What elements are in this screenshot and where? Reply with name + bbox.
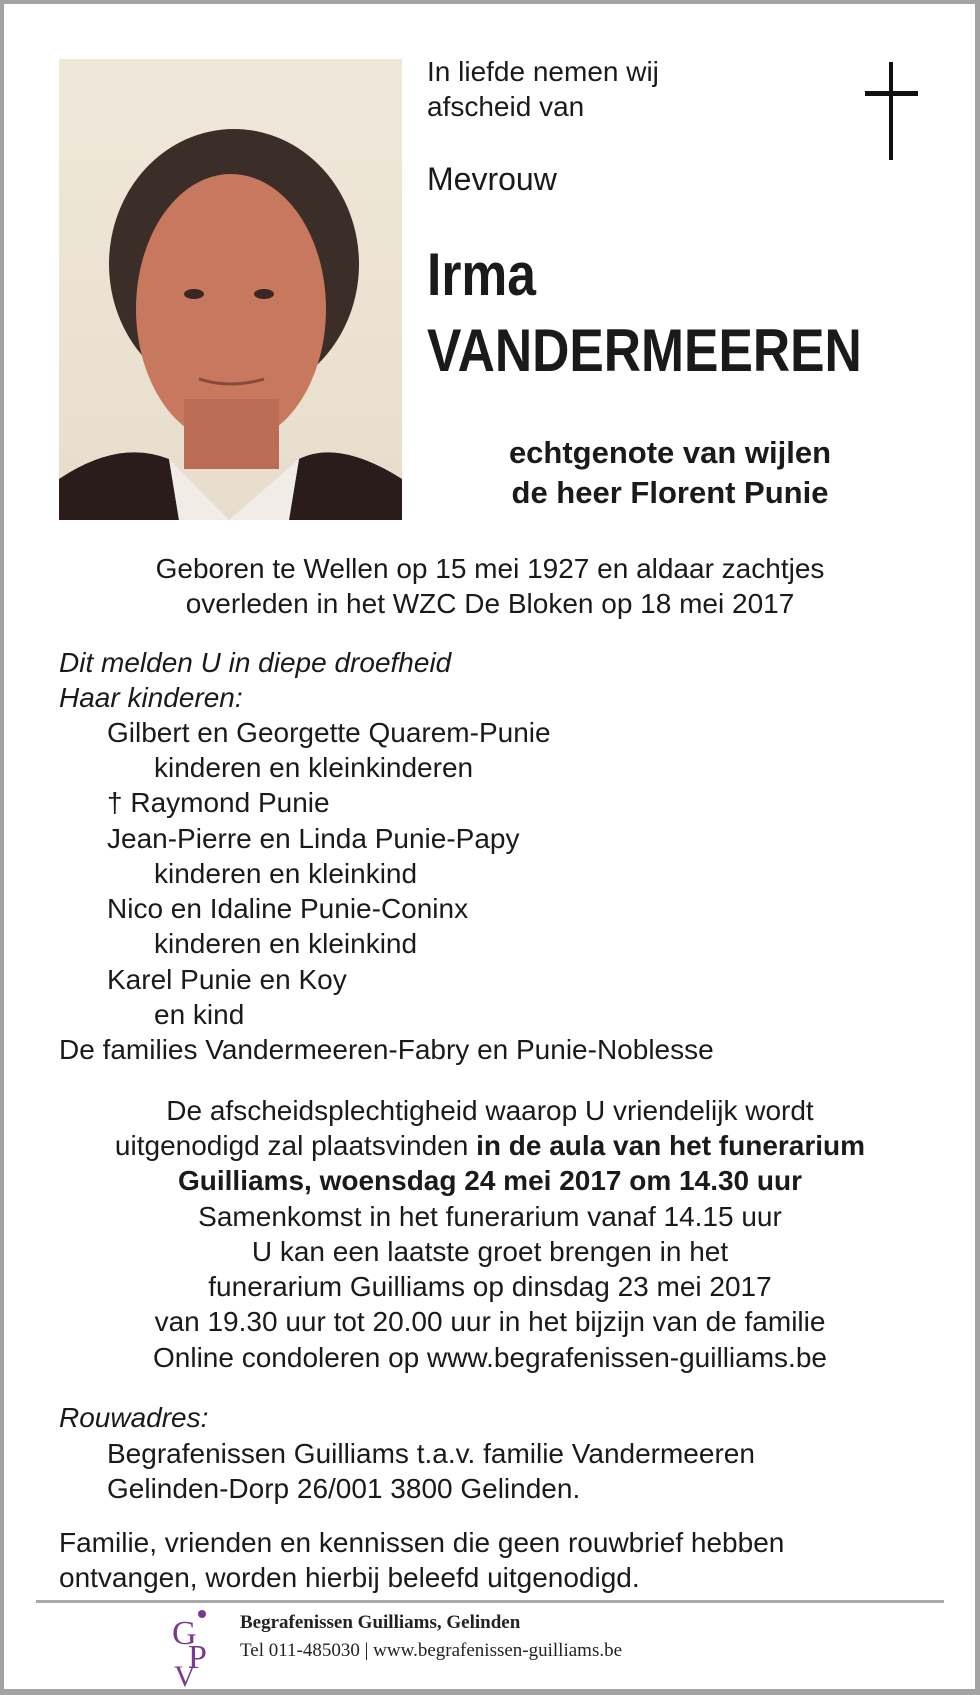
spouse-line-2: de heer Florent Punie xyxy=(511,475,829,510)
family-item: De families Vandermeeren-Fabry en Punie-Noblesse xyxy=(59,1034,714,1065)
birth-line: Geboren te Wellen op 15 mei 1927 en aldaar zachtjes xyxy=(155,553,825,584)
intro-line-2: afscheid van xyxy=(427,91,585,122)
ceremony-datetime: Guilliams, woensdag 24 mei 2017 om 14.30 uur xyxy=(177,1165,803,1196)
ceremony-line: U kan een laatste groet brengen in het xyxy=(251,1236,729,1267)
ceremony-line: Samenkomst in het funerarium vanaf 14.15 uur xyxy=(198,1201,782,1232)
condolence-line: Online condoleren op www.begrafenissen-guilliams.be xyxy=(153,1342,827,1373)
footer-divider xyxy=(36,1600,944,1603)
ceremony-line xyxy=(0,1128,980,1163)
family-item: en kind xyxy=(154,999,245,1030)
family-item: kinderen en kleinkinderen xyxy=(154,752,474,783)
svg-text:V: V xyxy=(174,1660,196,1688)
address-line: Begrafenissen Guilliams t.a.v. familie Vandermeeren xyxy=(107,1438,755,1469)
gvp-logo-icon xyxy=(170,1608,214,1688)
cross-icon xyxy=(862,62,922,160)
address-label: Rouwadres: xyxy=(59,1402,209,1433)
ceremony-line: van 19.30 uur tot 20.00 uur in het bijzijn van de familie xyxy=(154,1306,826,1337)
ceremony-line: De afscheidsplechtigheid waarop U vriendelijk wordt xyxy=(166,1095,814,1126)
intro-line-1: In liefde nemen wij xyxy=(427,56,659,87)
family-item: Jean-Pierre en Linda Punie-Papy xyxy=(107,823,520,854)
footer-company: Begrafenissen Guilliams, Gelinden xyxy=(240,1612,521,1633)
ceremony-text: uitgenodigd zal plaatsvinden xyxy=(114,1130,477,1161)
children-label: Haar kinderen: xyxy=(59,682,243,713)
ceremony-location: in de aula van het funerarium xyxy=(476,1130,866,1161)
family-item: kinderen en kleinkind xyxy=(154,928,418,959)
family-item: kinderen en kleinkind xyxy=(154,858,418,889)
ceremony-line: funerarium Guilliams op dinsdag 23 mei 2017 xyxy=(208,1271,772,1302)
death-line: overleden in het WZC De Bloken op 18 mei 2017 xyxy=(185,588,795,619)
family-item: Gilbert en Georgette Quarem-Punie xyxy=(107,717,551,748)
closing-line: ontvangen, worden hierbij beleefd uitgenodigd. xyxy=(59,1562,640,1593)
family-item: Nico en Idaline Punie-Coninx xyxy=(107,893,469,924)
family-item: Karel Punie en Koy xyxy=(107,964,347,995)
closing-line: Familie, vrienden en kennissen die geen rouwbrief hebben xyxy=(59,1527,785,1558)
svg-text:P: P xyxy=(188,1639,207,1676)
address-line: Gelinden-Dorp 26/001 3800 Gelinden. xyxy=(107,1473,581,1504)
title-mevrouw: Mevrouw xyxy=(427,161,557,197)
spouse-line-1: echtgenote van wijlen xyxy=(508,435,832,470)
last-name: VANDERMEEREN xyxy=(427,317,862,384)
svg-text:G: G xyxy=(172,1615,197,1652)
first-name: Irma xyxy=(427,241,537,308)
footer-contact[interactable]: Tel 011-485030 | www.begrafenissen-guilliams.be xyxy=(240,1640,623,1661)
family-item: † Raymond Punie xyxy=(107,787,330,818)
announce-line: Dit melden U in diepe droefheid xyxy=(59,647,452,678)
portrait-photo xyxy=(59,59,402,520)
